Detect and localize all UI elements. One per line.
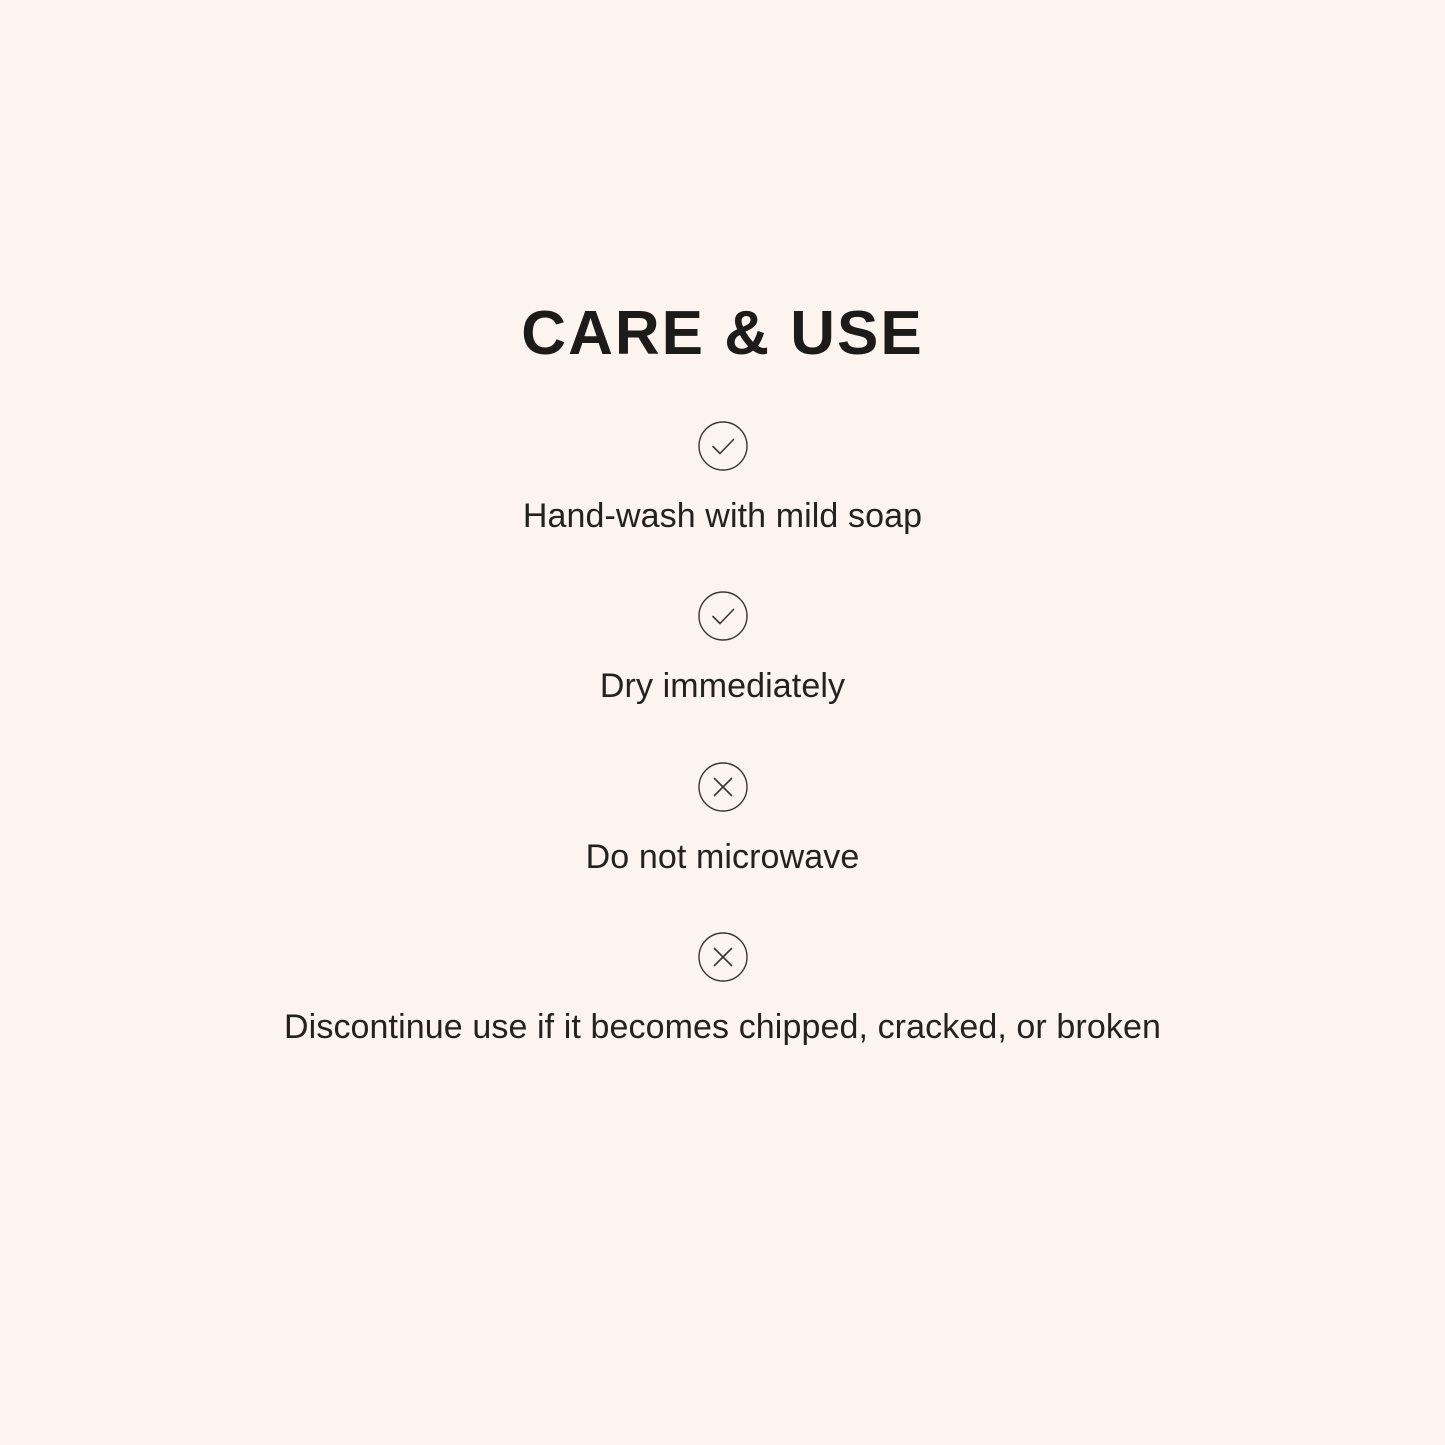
list-item-label: Hand-wash with mild soap [522,497,923,536]
check-circle-icon [697,420,749,472]
list-item [0,590,1445,708]
list-item [0,761,1445,879]
page-title: CARE & USE [521,299,924,368]
cross-circle-icon [697,761,749,813]
list-item-label: Dry immediately [599,667,846,706]
list-item [0,931,1445,1049]
list-item-label: Discontinue use if it becomes chipped, cracked, or broken [284,1007,1161,1046]
list-item-label: Do not microwave [585,837,860,876]
cross-circle-icon [697,931,749,983]
care-instruction-list [0,420,1445,1101]
list-item [0,420,1445,538]
check-circle-icon [697,590,749,642]
